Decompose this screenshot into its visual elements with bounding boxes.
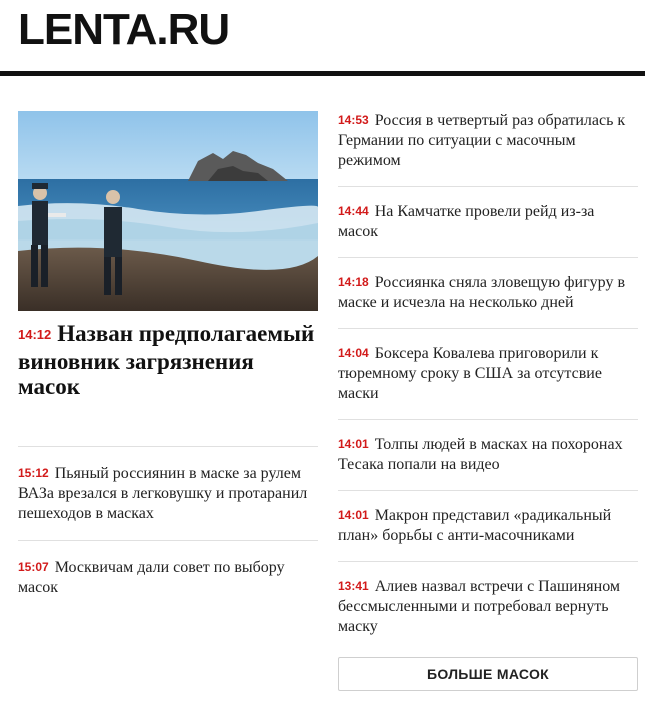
- site-logo[interactable]: LENTA.RU: [18, 5, 230, 54]
- news-title: На Камчатке провели рейд из-за масок: [338, 203, 595, 240]
- news-title: Россия в четвертый раз обратилась к Германии по ситуации с масочным режимом: [338, 112, 626, 169]
- news-title: Боксера Ковалева приговорили к тюремному сроку в США за отсутсвие маски: [338, 345, 602, 402]
- news-item[interactable]: [338, 96, 638, 187]
- news-time: 14:53: [338, 113, 369, 127]
- top-story-time: 14:12: [18, 327, 52, 342]
- news-title: Москвичам дали совет по выбору масок: [18, 559, 285, 596]
- top-story: [18, 111, 318, 399]
- news-title: Алиев назвал встречи с Пашиняном бессмысленными и потребовал вернуть маску: [338, 578, 621, 635]
- news-item[interactable]: [338, 562, 638, 652]
- news-item[interactable]: [18, 540, 318, 614]
- news-item[interactable]: [338, 491, 638, 562]
- header-divider: [0, 71, 645, 76]
- news-title: Толпы людей в масках на похоронах Тесака попали на видео: [338, 436, 623, 473]
- news-item[interactable]: [18, 446, 318, 540]
- news-time: 14:44: [338, 204, 369, 218]
- more-news-button[interactable]: БОЛЬШЕ МАСОК: [338, 657, 638, 691]
- news-time: 14:04: [338, 346, 369, 360]
- top-story-title: Назван предполагаемый виновник загрязнения масок: [18, 321, 315, 399]
- news-item[interactable]: [338, 420, 638, 491]
- header: [0, 0, 645, 76]
- top-story-headline[interactable]: [18, 321, 318, 399]
- news-time: 14:01: [338, 508, 369, 522]
- news-time: 15:07: [18, 560, 49, 574]
- news-time: 15:12: [18, 466, 49, 480]
- news-item[interactable]: [338, 258, 638, 329]
- top-story-photo[interactable]: [18, 111, 318, 311]
- news-item[interactable]: [338, 187, 638, 258]
- news-title: Макрон представил «радикальный план» борьбы с анти-масочниками: [338, 507, 612, 544]
- news-time: 14:18: [338, 275, 369, 289]
- news-item[interactable]: [338, 329, 638, 420]
- news-title: Пьяный россиянин в маске за рулем ВАЗа врезался в легковушку и протаранил пешеходов в масках: [18, 465, 308, 522]
- left-news-list: [18, 446, 318, 614]
- news-title: Россиянка сняла зловещую фигуру в маске и исчезла на несколько дней: [338, 274, 626, 311]
- right-news-list: [338, 96, 638, 652]
- news-time: 14:01: [338, 437, 369, 451]
- news-time: 13:41: [338, 579, 369, 593]
